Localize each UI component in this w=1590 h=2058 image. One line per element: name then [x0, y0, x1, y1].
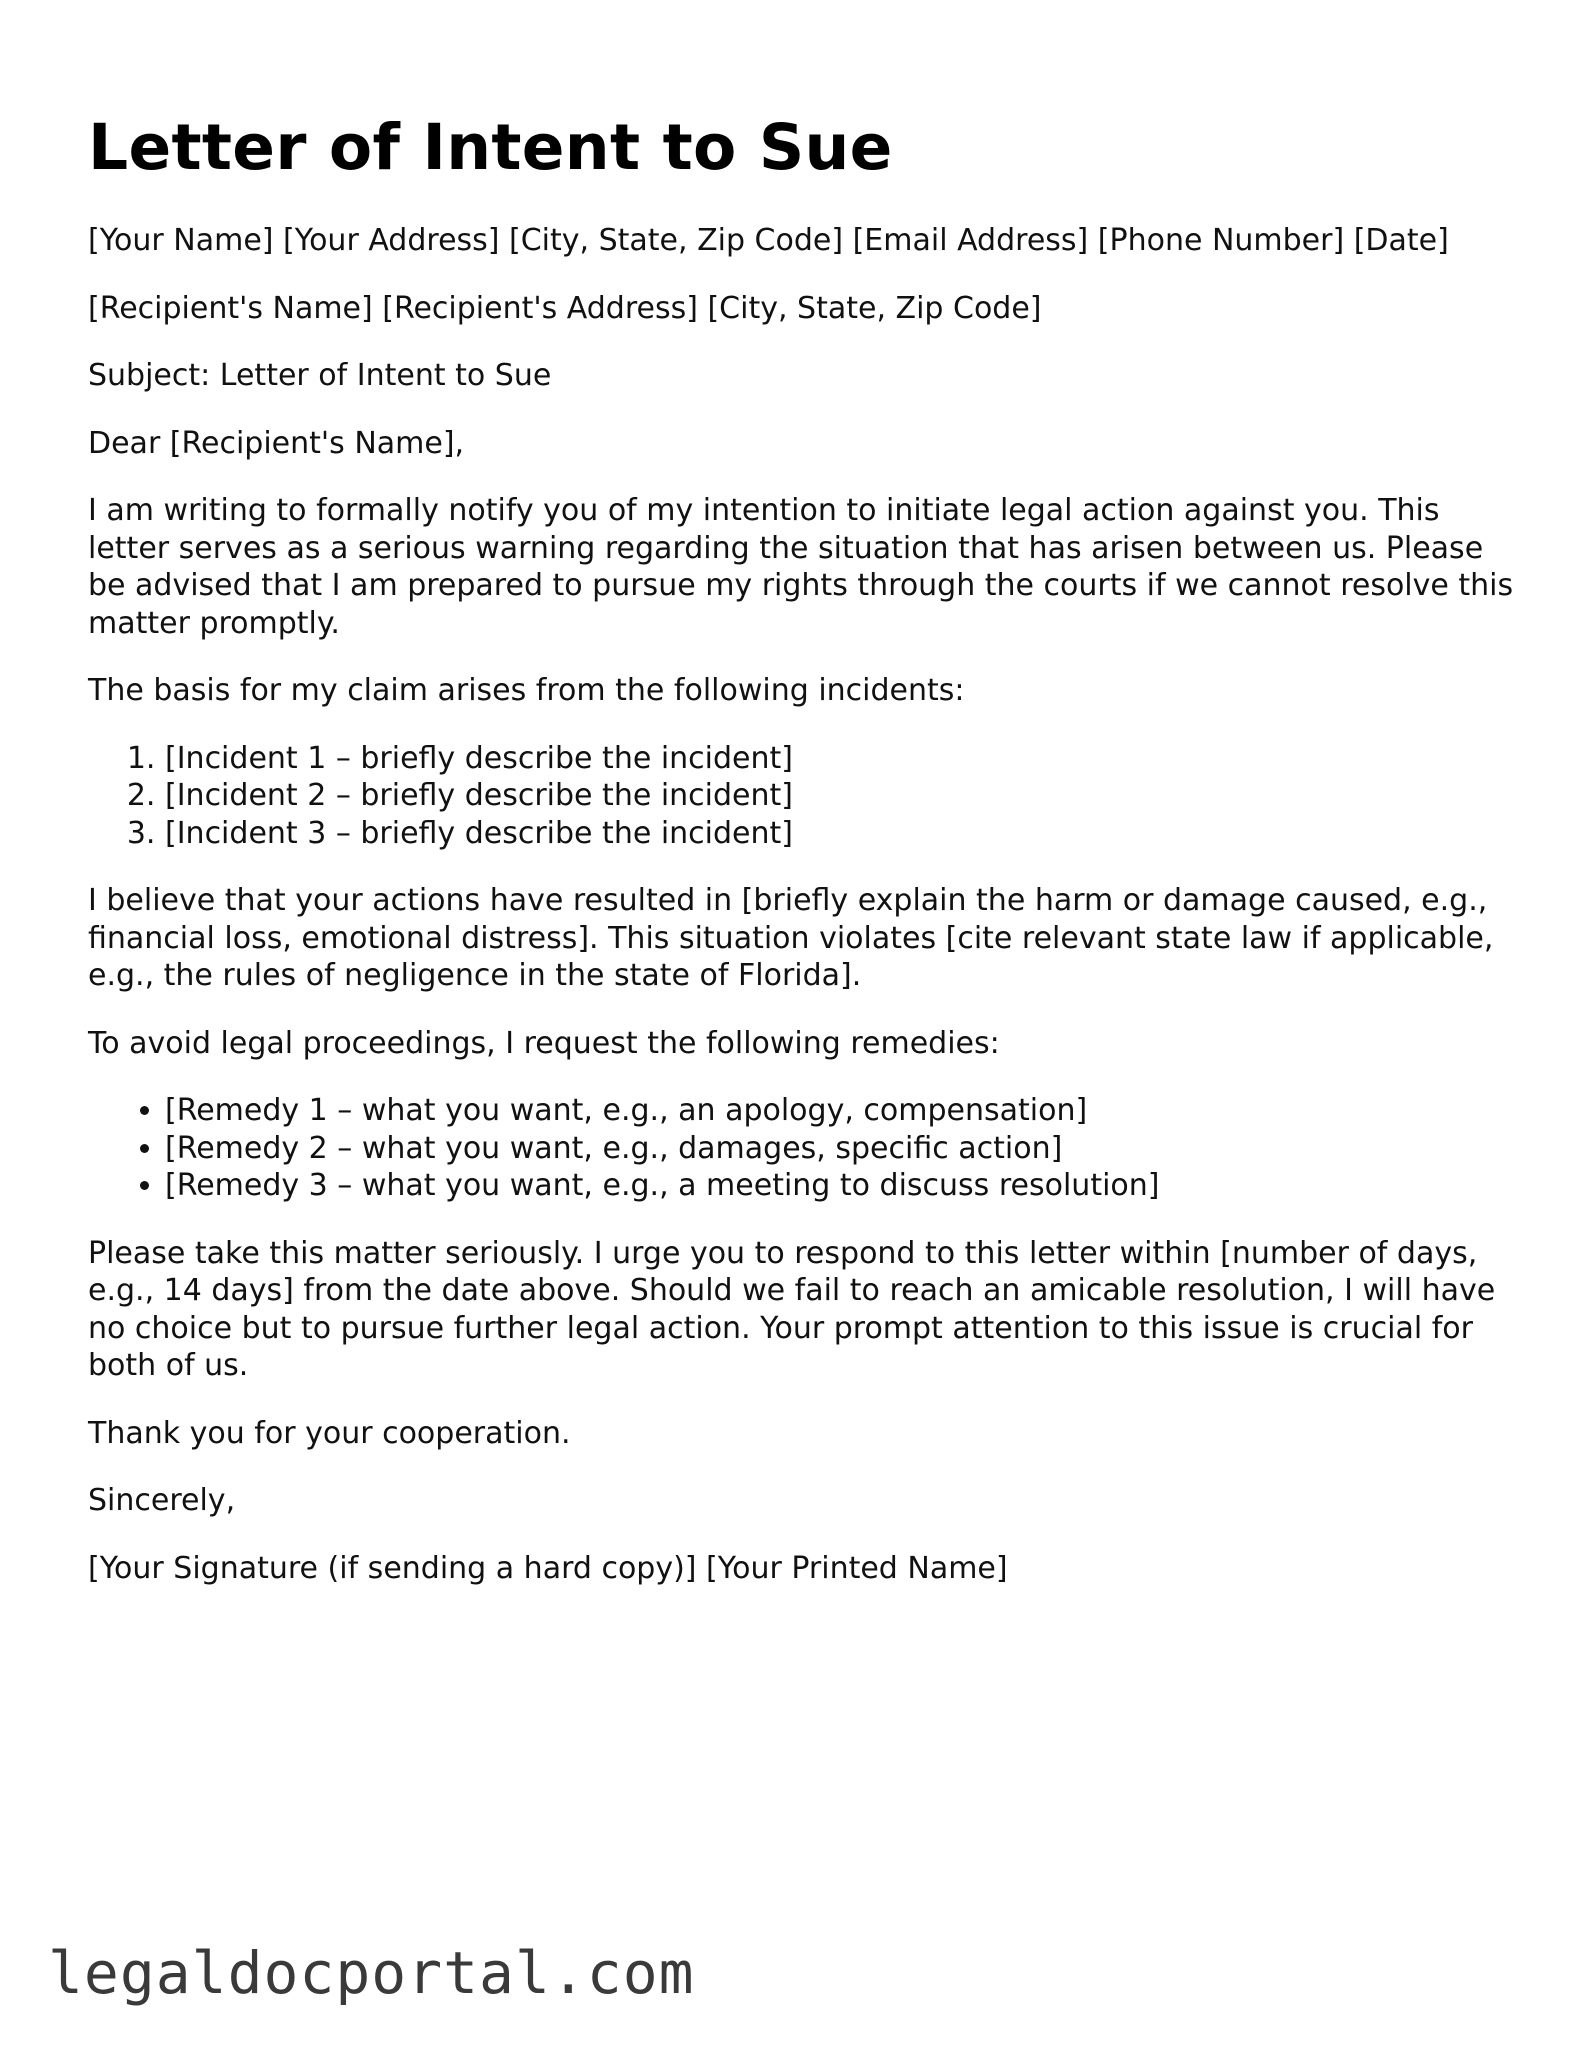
- sender-info: [Your Name] [Your Address] [City, State, Zip Code] [Email Address] [Phone Number] [Date]: [88, 223, 1449, 258]
- letter-document: [88, 108, 1518, 1617]
- site-watermark: legaldocportal.com: [48, 1939, 695, 2007]
- thanks-line: Thank you for your cooperation.: [88, 1415, 571, 1451]
- salutation: Dear [Recipient's Name],: [88, 425, 465, 461]
- list-item: 3. [Incident 3 – briefly describe the incident]: [165, 815, 1518, 853]
- list-item: • [Remedy 2 – what you want, e.g., damages, specific action]: [165, 1130, 1518, 1168]
- subject-line: Subject: Letter of Intent to Sue: [88, 358, 552, 393]
- harm-paragraph: I believe that your actions have resulted in [briefly explain the harm or damage caused, e.g., financial loss, emotional distress]. This situation violates [cite relevant state law if applicable, e.g., the rules of negligence in the state of Florida].: [88, 883, 1494, 993]
- incident-list: [88, 740, 1518, 853]
- intro-paragraph: I am writing to formally notify you of my intention to initiate legal action against you. This letter serves as a serious warning regarding the situation that has arisen between us. Please be advised that I am prepared to pursue my rights through the courts if we cannot resolve this matter promptly.: [88, 493, 1514, 641]
- closing-line: Sincerely,: [88, 1483, 236, 1518]
- list-item: 2. [Incident 2 – briefly describe the incident]: [165, 777, 1518, 815]
- remedies-intro: To avoid legal proceedings, I request the following remedies:: [88, 1025, 1000, 1061]
- list-item: • [Remedy 1 – what you want, e.g., an apology, compensation]: [165, 1092, 1518, 1130]
- document-title: Letter of Intent to Sue: [88, 111, 893, 184]
- remedy-list: [88, 1092, 1518, 1205]
- signature-line: [Your Signature (if sending a hard copy)] [Your Printed Name]: [88, 1550, 1008, 1586]
- basis-intro: The basis for my claim arises from the following incidents:: [88, 673, 965, 708]
- list-item: • [Remedy 3 – what you want, e.g., a meeting to discuss resolution]: [165, 1167, 1518, 1205]
- recipient-info: [Recipient's Name] [Recipient's Address] [City, State, Zip Code]: [88, 290, 1042, 326]
- response-paragraph: Please take this matter seriously. I urge you to respond to this letter within [number of days, e.g., 14 days] from the date above. Should we fail to reach an amicable resolution, I will have no choice but to pursue further legal action. Your prompt attention to this issue is crucial for both of us.: [88, 1235, 1496, 1383]
- list-item: 1. [Incident 1 – briefly describe the incident]: [165, 740, 1518, 778]
